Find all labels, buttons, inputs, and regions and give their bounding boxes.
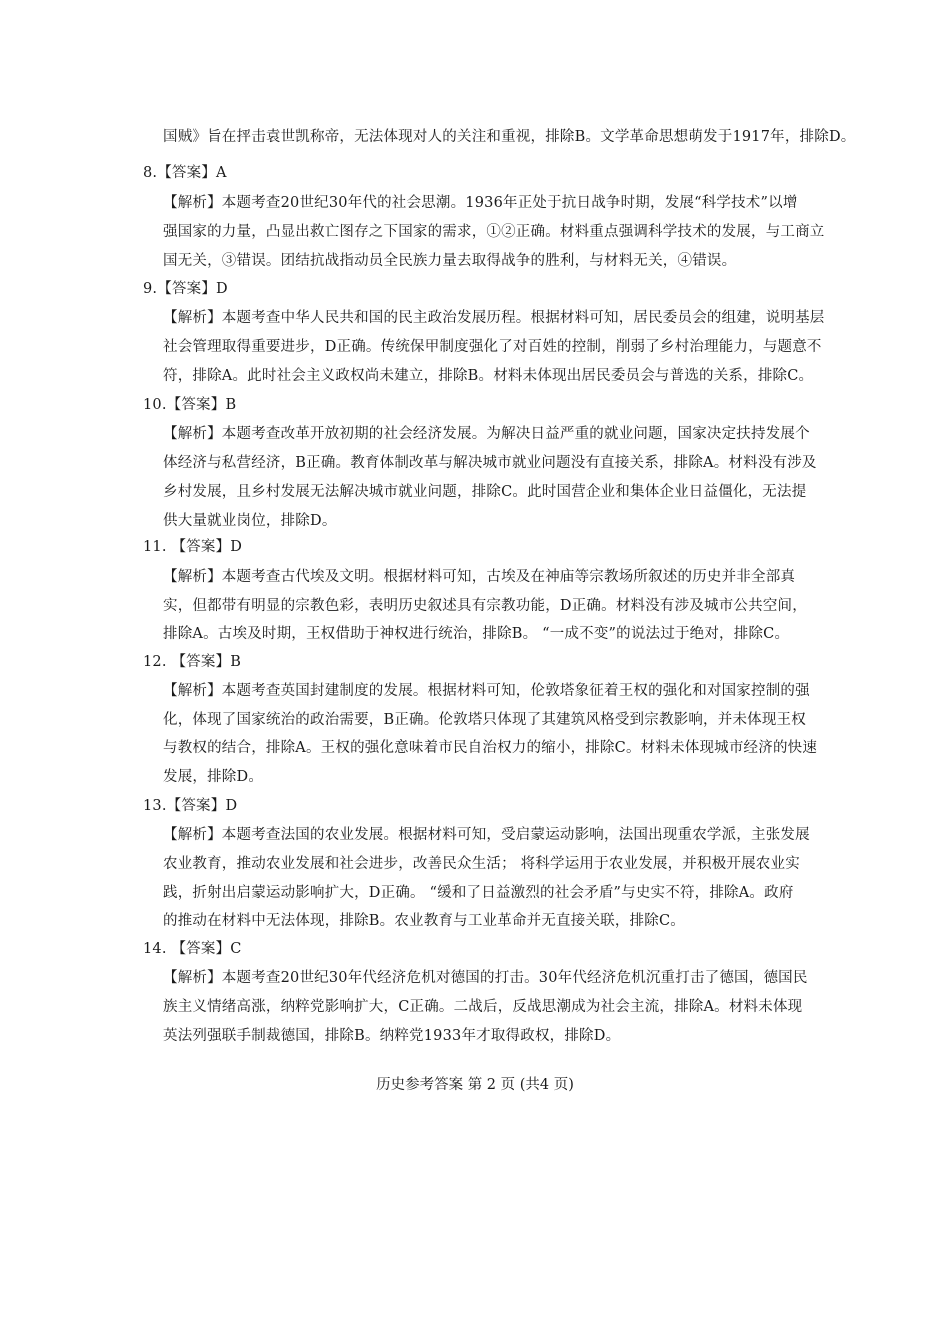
answer-heading: 12. 【答案】B: [143, 654, 242, 670]
answer-heading: 11. 【答案】D: [143, 539, 243, 555]
text-line: 族主义情绪高涨，纳粹党影响扩大，C正确。二战后，反战思潮成为社会主流，排除A。材料未体现: [163, 999, 803, 1015]
answer-heading: 9.【答案】D: [143, 281, 228, 297]
text-line: 供大量就业岗位，排除D。: [163, 513, 337, 529]
text-line: 【解析】本题考查古代埃及文明。根据材料可知，古埃及在神庙等宗教场所叙述的历史并非全部真: [163, 569, 796, 585]
text-line: 国贼》旨在抨击袁世凯称帝，无法体现对人的关注和重视，排除B。文学革命思想萌发于1917年，排除D。: [163, 129, 856, 145]
text-line: 践，折射出启蒙运动影响扩大，D正确。 “缓和了日益激烈的社会矛盾”与史实不符，排除A。政府: [163, 885, 794, 901]
answer-heading: 8.【答案】A: [143, 165, 227, 181]
answer-heading: 14. 【答案】C: [143, 941, 242, 957]
text-line: 【解析】本题考查20世纪30年代经济危机对德国的打击。30年代经济危机沉重打击了德国，德国民: [163, 970, 808, 986]
text-line: 【解析】本题考查英国封建制度的发展。根据材料可知，伦敦塔象征着王权的强化和对国家控制的强: [163, 683, 810, 699]
text-line: 排除A。古埃及时期，王权借助于神权进行统治，排除B。 “一成不变”的说法过于绝对，排除C。: [163, 626, 790, 642]
text-line: 与教权的结合，排除A。王权的强化意味着市民自治权力的缩小，排除C。材料未体现城市经济的快速: [163, 740, 818, 756]
text-line: 【解析】本题考查中华人民共和国的民主政治发展历程。根据材料可知，居民委员会的组建，说明基层: [163, 310, 825, 326]
text-line: 体经济与私营经济，B正确。教育体制改革与解决城市就业问题没有直接关系，排除A。材料没有涉及: [163, 455, 817, 471]
text-line: 强国家的力量，凸显出救亡图存之下国家的需求，①②正确。材料重点强调科学技术的发展，与工商立: [163, 224, 825, 240]
text-line: 实，但都带有明显的宗教色彩，表明历史叙述具有宗教功能，D正确。材料没有涉及城市公共空间，: [163, 598, 807, 614]
text-line: 国无关，③错误。团结抗战指动员全民族力量去取得战争的胜利，与材料无关，④错误。: [163, 253, 737, 269]
answer-heading: 13.【答案】D: [143, 798, 238, 814]
page-footer: 历史参考答案 第 2 页 (共4 页): [376, 1077, 574, 1093]
text-line: 农业教育，推动农业发展和社会进步，改善民众生活； 将科学运用于农业发展，并积极开展农业实: [163, 856, 800, 872]
text-line: 乡村发展，且乡村发展无法解决城市就业问题，排除C。此时国营企业和集体企业日益僵化，无法提: [163, 484, 807, 500]
text-line: 【解析】本题考查改革开放初期的社会经济发展。为解决日益严重的就业问题，国家决定扶持发展个: [163, 426, 810, 442]
answer-heading: 10.【答案】B: [143, 397, 237, 413]
text-line: 社会管理取得重要进步，D正确。传统保甲制度强化了对百姓的控制，削弱了乡村治理能力，与题意不: [163, 339, 822, 355]
text-line: 英法列强联手制裁德国，排除B。纳粹党1933年才取得政权，排除D。: [163, 1028, 621, 1044]
text-line: 发展，排除D。: [163, 769, 264, 785]
text-line: 【解析】本题考查法国的农业发展。根据材料可知，受启蒙运动影响，法国出现重农学派，主张发展: [163, 827, 810, 843]
text-line: 符，排除A。此时社会主义政权尚未建立，排除B。材料未体现出居民委员会与普选的关系，排除C。: [163, 368, 814, 384]
text-line: 化，体现了国家统治的政治需要，B正确。伦敦塔只体现了其建筑风格受到宗教影响，并未体现王权: [163, 712, 806, 728]
text-line: 【解析】本题考查20世纪30年代的社会思潮。1936年正处于抗日战争时期，发展“科学技术”以增: [163, 195, 798, 211]
text-line: 的推动在材料中无法体现，排除B。农业教育与工业革命并无直接关联，排除C。: [163, 913, 685, 929]
